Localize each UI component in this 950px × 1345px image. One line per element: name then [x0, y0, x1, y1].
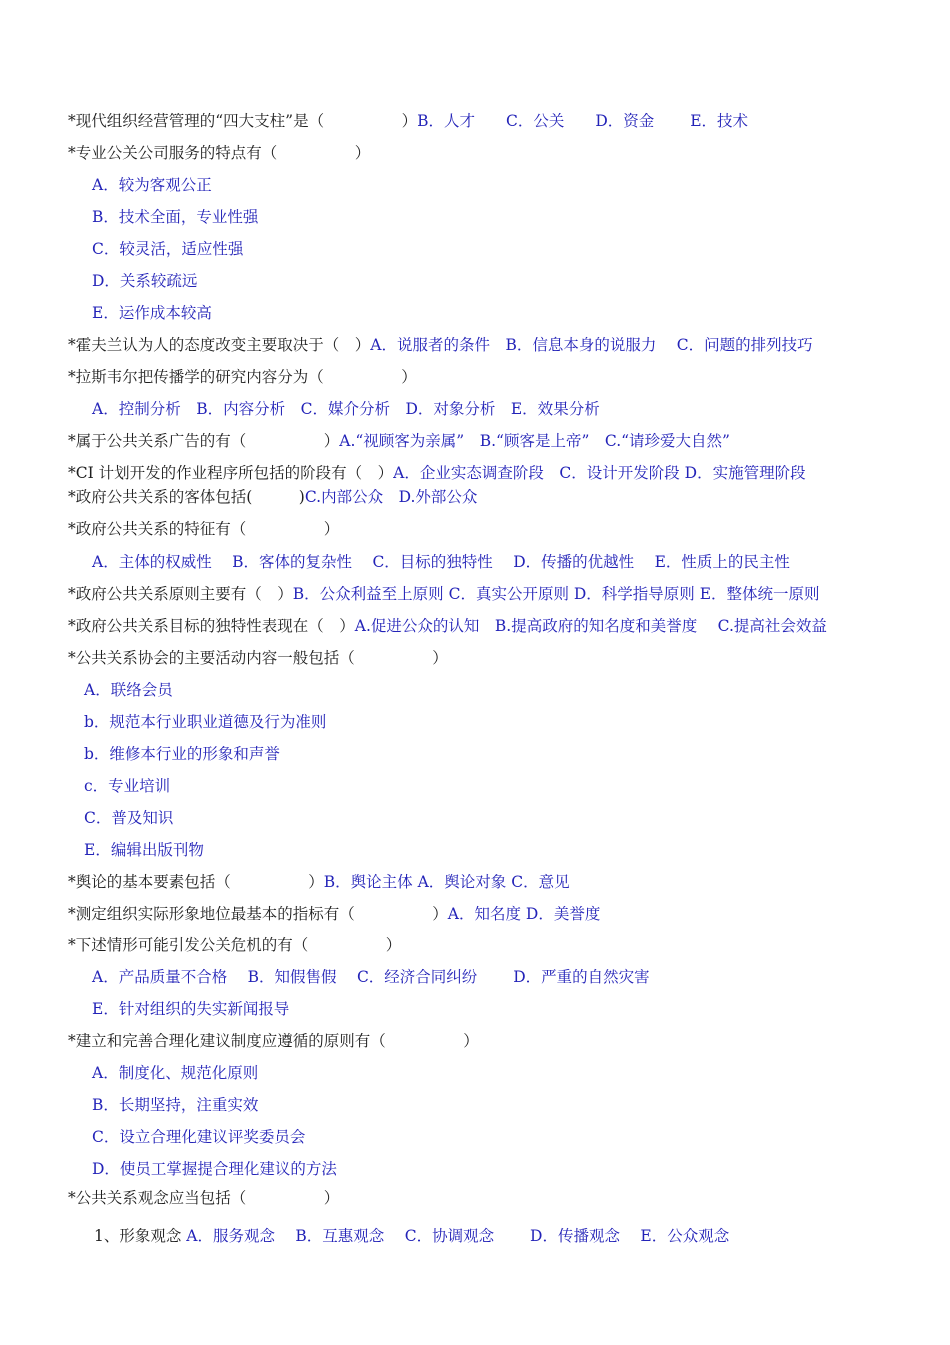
option-line: b．规范本行业职业道德及行为准则 — [84, 713, 327, 731]
question-line: *政府公共关系的特征有（ ） — [68, 520, 340, 538]
question-line: *公共关系协会的主要活动内容一般包括（ ） — [68, 649, 448, 667]
option-line: D．使员工掌握提合理化建议的方法 — [92, 1160, 337, 1178]
question-line: *专业公关公司服务的特点有（ ） — [68, 144, 371, 162]
option-line: A．联络会员 — [84, 681, 173, 699]
option-line: A．产品质量不合格 B．知假售假 C．经济合同纠纷 D．严重的自然灾害 — [92, 968, 650, 986]
option-line: B．长期坚持，注重实效 — [92, 1096, 259, 1114]
question-line: *属于公共关系广告的有（ ）A.“视顾客为亲属” B.“顾客是上帝” C.“请珍爱大自然” — [68, 432, 730, 450]
option-line: A．控制分析 B．内容分析 C．媒介分析 D．对象分析 E．效果分析 — [92, 400, 600, 418]
option-line: C．普及知识 — [84, 809, 174, 827]
option-line: E．编辑出版刊物 — [84, 841, 204, 859]
question-line: *霍夫兰认为人的态度改变主要取决于（ ）A．说服者的条件 B．信息本身的说服力 C．问题的排列技巧 — [68, 336, 813, 354]
question-line: *舆论的基本要素包括（ ）B．舆论主体 A．舆论对象 C．意见 — [68, 873, 570, 891]
question-line: *测定组织实际形象地位最基本的指标有（ ）A．知名度 D．美誉度 — [68, 905, 601, 923]
option-line: D．关系较疏远 — [92, 272, 198, 290]
question-line: *公共关系观念应当包括（ ） — [68, 1189, 340, 1207]
option-line: A．主体的权威性 B．客体的复杂性 C．目标的独特性 D．传播的优越性 E．性质上的民主性 — [92, 553, 790, 571]
question-line: *政府公共关系原则主要有（ ）B．公众利益至上原则 C．真实公开原则 D．科学指导原则 E．整体统一原则 — [68, 585, 820, 603]
question-line: *CI 计划开发的作业程序所包括的阶段有（ ）A．企业实态调查阶段 C．设计开发阶段 D．实施管理阶段 — [68, 464, 806, 482]
option-line: A．制度化、规范化原则 — [92, 1064, 259, 1082]
question-line: *拉斯韦尔把传播学的研究内容分为（ ） — [68, 368, 417, 386]
question-line: *政府公共关系目标的独特性表现在（ ）A.促进公众的认知 B.提高政府的知名度和美誉度 C.提高社会效益 — [68, 617, 827, 635]
option-line: A．较为客观公正 — [92, 176, 212, 194]
question-line: *建立和完善合理化建议制度应遵循的原则有（ ） — [68, 1032, 479, 1050]
option-line: E．针对组织的失实新闻报导 — [92, 1000, 290, 1018]
option-line: C．较灵活，适应性强 — [92, 240, 244, 258]
question-line: *政府公共关系的客体包括( )C.内部公众 D.外部公众 — [68, 488, 478, 506]
option-line: C．设立合理化建议评奖委员会 — [92, 1128, 306, 1146]
option-line: E．运作成本较高 — [92, 304, 212, 322]
question-line: 1、形象观念 A．服务观念 B．互惠观念 C．协调观念 D．传播观念 E．公众观念 — [94, 1227, 730, 1245]
option-line: b．维修本行业的形象和声誉 — [84, 745, 280, 763]
question-line: *下述情形可能引发公关危机的有（ ） — [68, 936, 402, 954]
question-line: *现代组织经营管理的“四大支柱”是（ ）B．人才 C．公关 D．资金 E．技术 — [68, 112, 749, 130]
option-line: B．技术全面，专业性强 — [92, 208, 259, 226]
option-line: c．专业培训 — [84, 777, 171, 795]
